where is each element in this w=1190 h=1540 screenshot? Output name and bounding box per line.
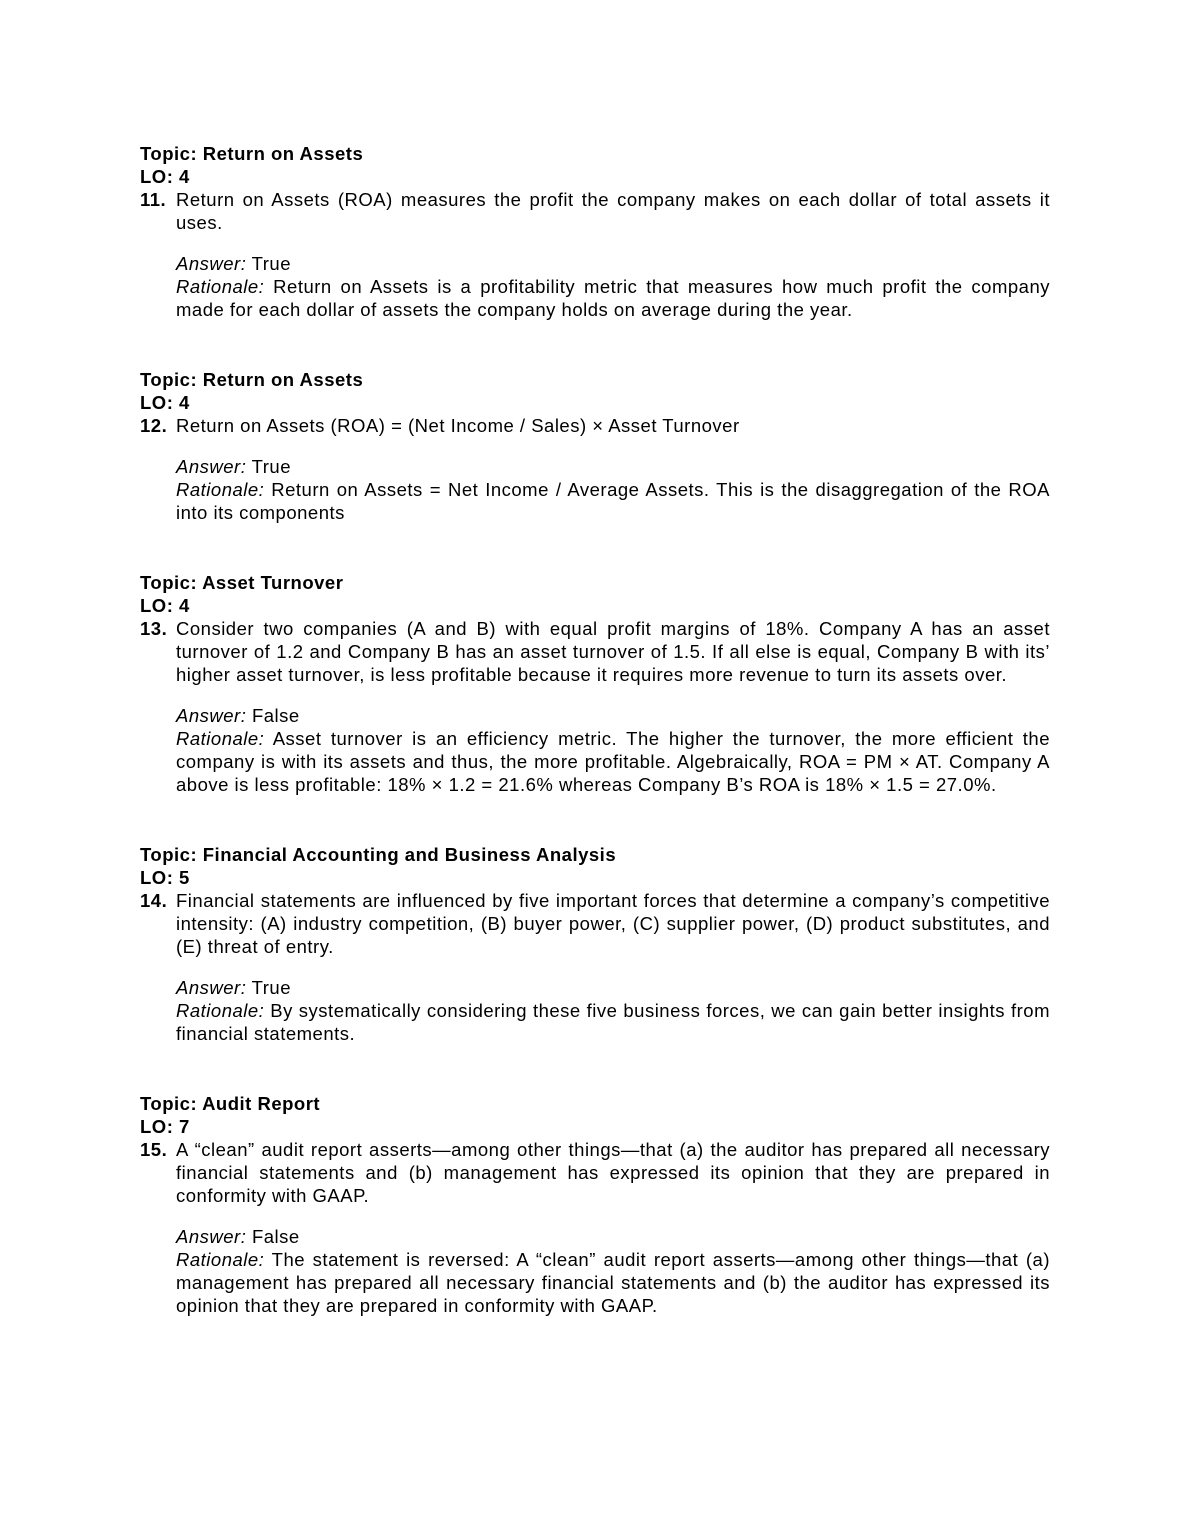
answer-label: Answer: [176,1226,247,1247]
question-number: 11. [140,189,167,210]
rationale-paragraph [176,1248,1050,1317]
question-block [140,142,1050,321]
answer-line [176,976,1050,999]
question-row [140,889,1050,958]
question-row [140,1138,1050,1207]
answer-value: True [251,977,291,998]
lo-line: LO: 4 [140,166,190,187]
topic-line: Topic: Return on Assets [140,369,364,390]
answer-value: False [251,705,300,726]
rationale-paragraph [176,727,1050,796]
question-text: Consider two companies (A and B) with equal profit margins of 18%. Company A has an asset turnover of 1.2 and Company B has an asset turnover of 1.5. If all else is equal, Company B with its’ higher asset turnover, is less profitable because it requires more revenue to turn its assets over. [176,618,1050,685]
answer-label: Answer: [176,253,247,274]
rationale-text: Return on Assets = Net Income / Average Assets. This is the disaggregation of the ROA into its components [176,479,1050,523]
answer-value: True [251,456,291,477]
answer-line [176,252,1050,275]
answer-value: False [251,1226,300,1247]
answer-label: Answer: [176,977,247,998]
question-number: 12. [140,415,168,436]
lo-line: LO: 7 [140,1116,190,1137]
answer-section [176,976,1050,1045]
rationale-text: Return on Assets is a profitability metric that measures how much profit the company made for each dollar of assets the company holds on average during the year. [176,276,1050,320]
rationale-label: Rationale: [176,728,265,749]
question-block [140,571,1050,796]
question-text: Financial statements are influenced by five important forces that determine a company’s competitive intensity: (A) industry competition, (B) buyer power, (C) supplier power, (D) product substitutes, and (E) threat of entry. [176,890,1050,957]
topic-line: Topic: Asset Turnover [140,572,344,593]
rationale-text: Asset turnover is an efficiency metric. The higher the turnover, the more efficient the company is with its assets and thus, the more profitable. Algebraically, ROA = PM × AT. Company A above is less profitable: 18% × 1.2 = 21.6% whereas Company B’s ROA is 18% × 1.5 = 27.0%. [176,728,1050,795]
topic-line: Topic: Audit Report [140,1093,321,1114]
rationale-label: Rationale: [176,276,265,297]
rationale-label: Rationale: [176,479,265,500]
answer-section [176,455,1050,524]
rationale-paragraph [176,275,1050,321]
topic-line: Topic: Return on Assets [140,143,364,164]
question-text: A “clean” audit report asserts—among other things—that (a) the auditor has prepared all necessary financial statements and (b) management has expressed its opinion that they are prepared in conformity with GAAP. [176,1139,1050,1206]
answer-label: Answer: [176,705,247,726]
rationale-text: By systematically considering these five business forces, we can gain better insights from financial statements. [176,1000,1050,1044]
rationale-label: Rationale: [176,1249,265,1270]
answer-line [176,455,1050,478]
lo-line: LO: 5 [140,867,190,888]
answer-section [176,1225,1050,1317]
question-number: 15. [140,1139,168,1160]
rationale-label: Rationale: [176,1000,265,1021]
question-block [140,843,1050,1045]
question-row [140,617,1050,686]
answer-line [176,1225,1050,1248]
question-number: 13. [140,618,168,639]
question-text: Return on Assets (ROA) measures the profit the company makes on each dollar of total assets it uses. [176,189,1050,233]
rationale-paragraph [176,999,1050,1045]
rationale-text: The statement is reversed: A “clean” audit report asserts—among other things—that (a) management has prepared all necessary financial statements and (b) the auditor has expressed its opinion that they are prepared in conformity with GAAP. [176,1249,1050,1316]
question-block [140,1092,1050,1317]
question-text: Return on Assets (ROA) = (Net Income / Sales) × Asset Turnover [176,415,740,436]
topic-line: Topic: Financial Accounting and Business Analysis [140,844,617,865]
answer-line [176,704,1050,727]
answer-label: Answer: [176,456,247,477]
lo-line: LO: 4 [140,392,190,413]
question-row [140,188,1050,234]
question-row [140,414,1050,437]
lo-line: LO: 4 [140,595,190,616]
answer-value: True [251,253,291,274]
question-block [140,368,1050,524]
question-number: 14. [140,890,168,911]
rationale-paragraph [176,478,1050,524]
answer-section [176,704,1050,796]
answer-section [176,252,1050,321]
